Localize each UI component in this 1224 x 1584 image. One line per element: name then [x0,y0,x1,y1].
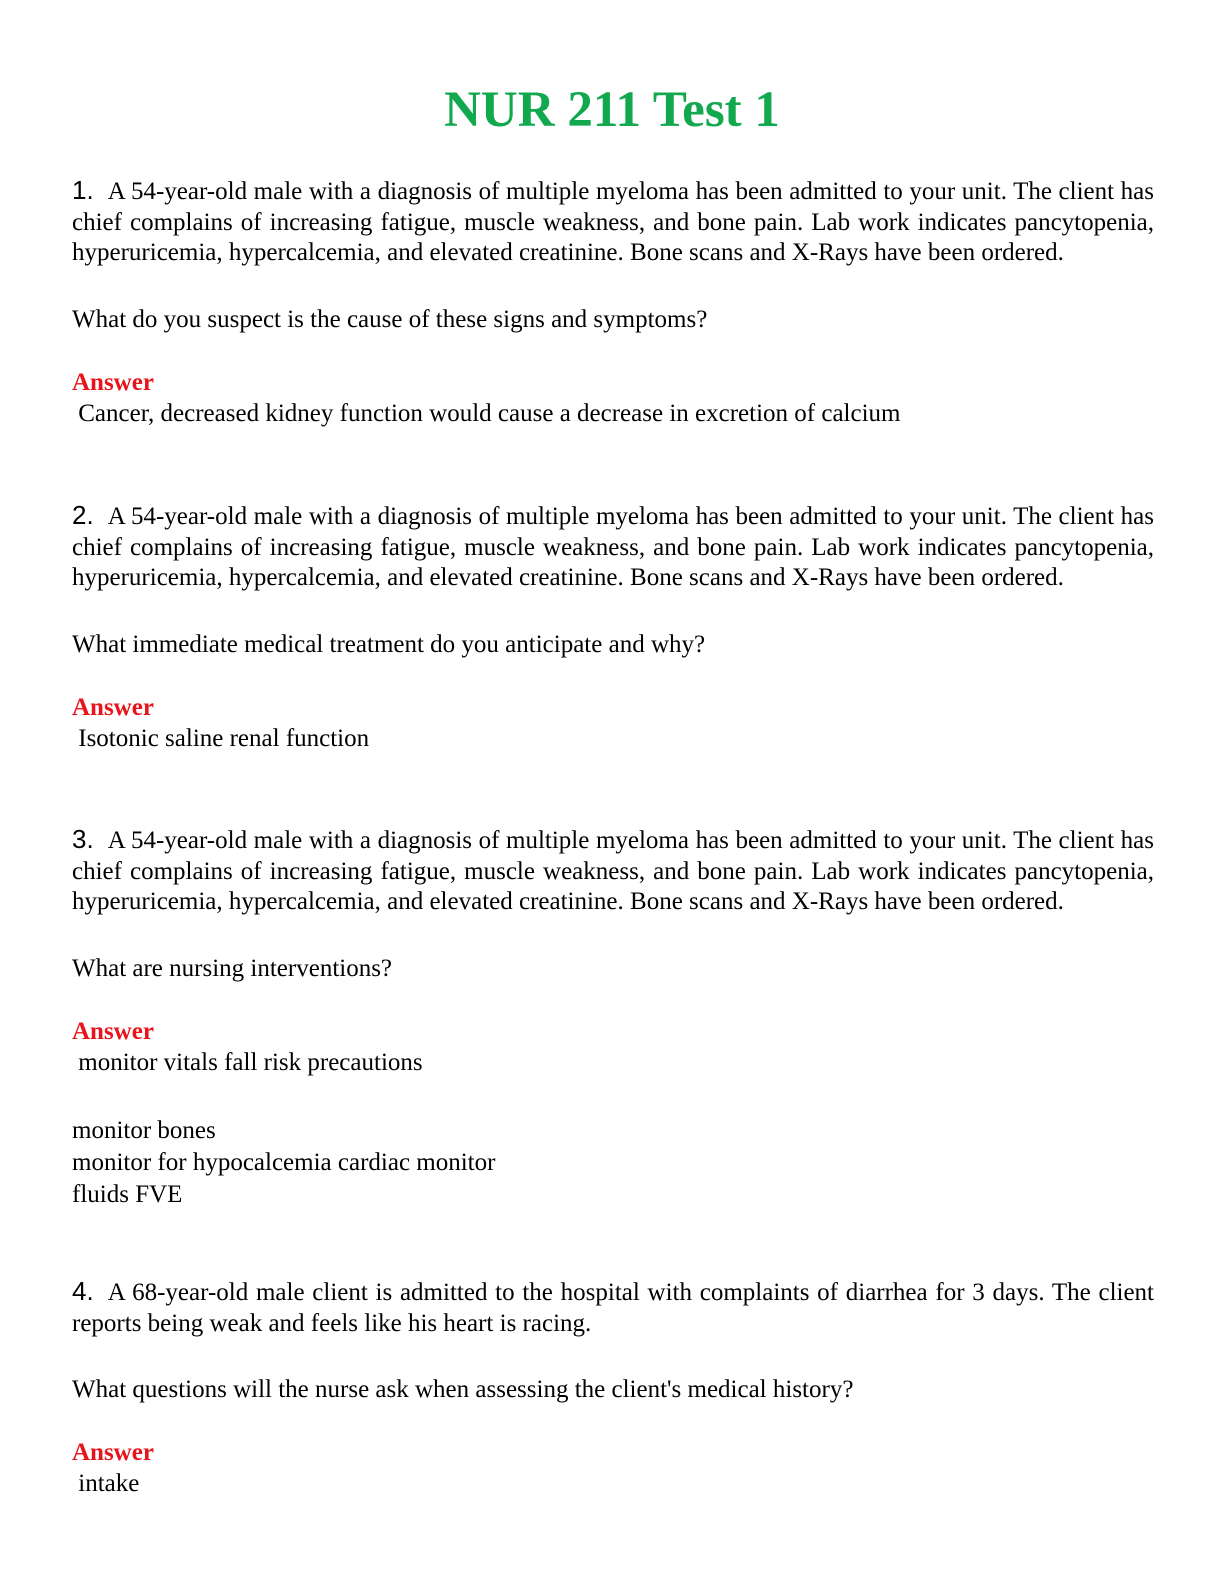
answer-text: Cancer, decreased kidney function would cause a decrease in excretion of calcium [72,399,901,427]
question-1 [72,175,1154,430]
answer-text: Isotonic saline renal function [72,724,370,752]
question-number: 1. [72,175,94,205]
question-prompt: What are nursing interventions? [72,954,393,982]
scenario-text: A 54-year-old male with a diagnosis of multiple myeloma has been admitted to your unit. The client has chief complains of increasing fatigue, muscle weakness, and bone pain. Lab work indicates pancytopenia, hyperuricemia, hypercalcemia, and elevated creatinine. Bone scans and X-Rays have been ordered. [72,178,1154,266]
question-3 [72,824,1154,1211]
question-4 [72,1276,1154,1500]
question-prompt: What questions will the nurse ask when assessing the client's medical history? [72,1376,854,1403]
scenario-text: A 68-year-old male client is admitted to the hospital with complaints of diarrhea for 3 days. The client reports being weak and feels like his heart is racing. [72,1279,1154,1337]
answer-label: Answer [72,1017,154,1045]
scenario-text: A 54-year-old male with a diagnosis of multiple myeloma has been admitted to your unit. The client has chief complains of increasing fatigue, muscle weakness, and bone pain. Lab work indicates pancytopenia, hyperuricemia, hypercalcemia, and elevated creatinine. Bone scans and X-Rays have been ordered. [72,827,1154,915]
question-prompt: What do you suspect is the cause of these signs and symptoms? [72,305,708,333]
question-scenario [72,824,1154,918]
answer-text: monitor bones [72,1116,216,1144]
question-scenario [72,175,1154,269]
answer-text: monitor vitals fall risk precautions [72,1048,423,1076]
answer-spacer [72,1079,1154,1115]
question-number: 4. [72,1276,94,1306]
answer-text: intake [72,1470,140,1497]
question-number: 2. [72,500,94,530]
scenario-text: A 54-year-old male with a diagnosis of multiple myeloma has been admitted to your unit. The client has chief complains of increasing fatigue, muscle weakness, and bone pain. Lab work indicates pancytopenia, hyperuricemia, hypercalcemia, and elevated creatinine. Bone scans and X-Rays have been ordered. [72,503,1154,591]
question-scenario [72,500,1154,594]
answer-label: Answer [72,1439,154,1466]
question-2 [72,500,1154,755]
document-title: NUR 211 Test 1 [444,82,780,138]
answer-text: fluids FVE [72,1180,183,1208]
answer-label: Answer [72,693,154,721]
question-number: 3. [72,824,94,854]
question-prompt: What immediate medical treatment do you anticipate and why? [72,630,706,658]
answer-label: Answer [72,368,154,396]
answer-text: monitor for hypocalcemia cardiac monitor [72,1148,496,1176]
question-scenario [72,1276,1154,1339]
